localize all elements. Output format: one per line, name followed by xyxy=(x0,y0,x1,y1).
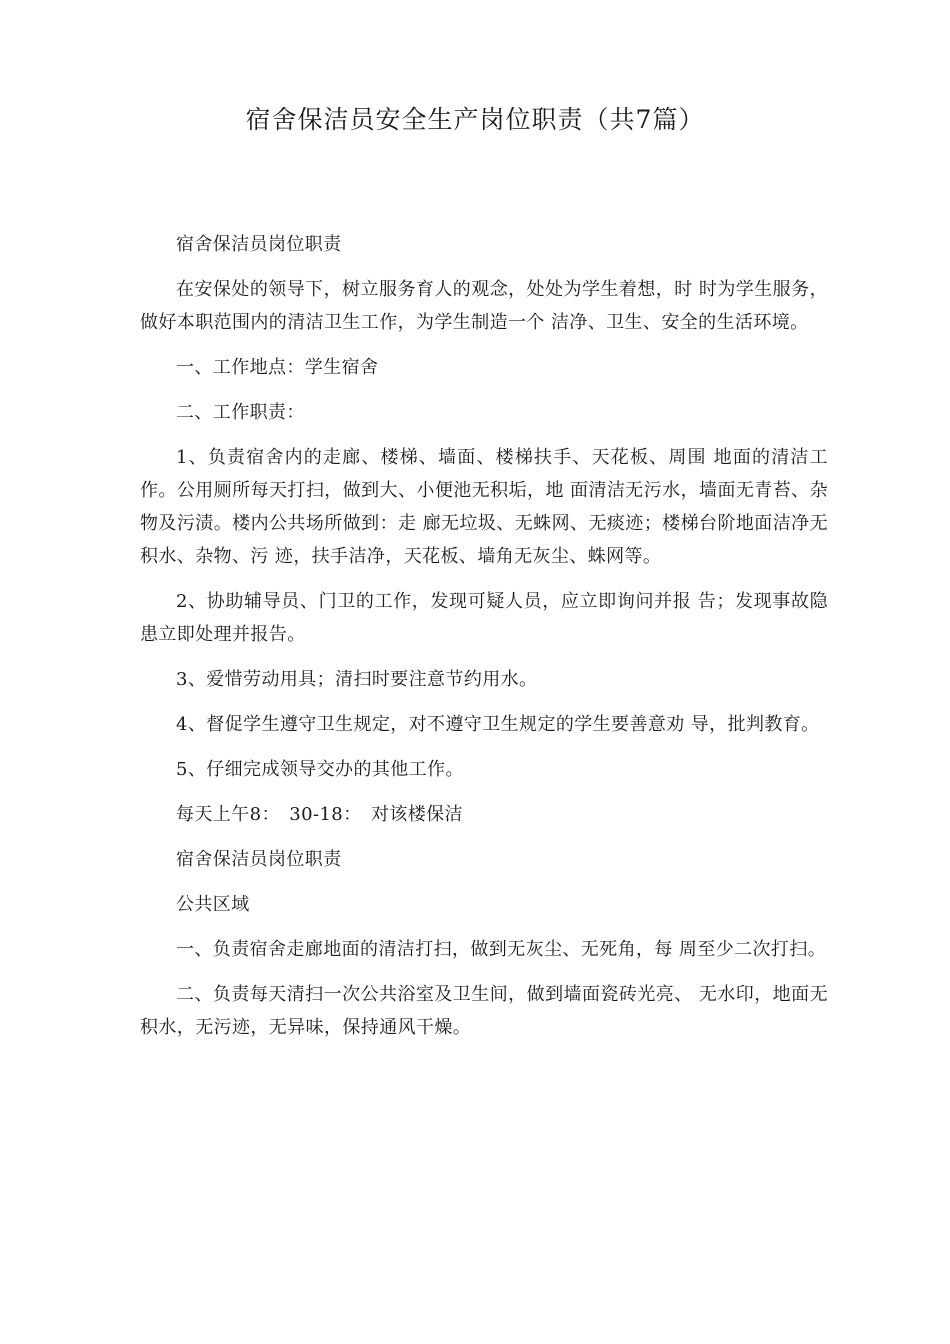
work-location: 一、工作地点：学生宿舍 xyxy=(176,357,379,378)
section-heading: 宿舍保洁员岗位职责 xyxy=(176,234,342,255)
section-heading-2: 宿舍保洁员岗位职责 xyxy=(176,849,342,870)
duty-item-5: 5、仔细完成领导交办的其他工作。 xyxy=(176,759,464,780)
duty-item-1: 1、负责宿舍内的走廊、楼梯、墙面、楼梯扶手、天花板、周围 地面的清洁工作。公用厕所每天打扫，做到大、小便池无积垢，地 面清洁无污水，墙面无青苔、杂物及污渍。楼内公共场所做到：走 廊无垃圾、无蛛网、无痰迹；楼梯台阶地面洁净无积水、杂物、污 迹，扶手洁净，天花板、墙角无灰尘、蛛网等。 xyxy=(140,447,828,567)
duty-item-4: 4、督促学生遵守卫生规定，对不遵守卫生规定的学生要善意劝 导，批判教育。 xyxy=(176,714,820,735)
duty-item-3: 3、爱惜劳动用具；清扫时要注意节约用水。 xyxy=(176,669,538,690)
public-area-item-1: 一、负责宿舍走廊地面的清洁打扫，做到无灰尘、无死角，每 周至少二次打扫。 xyxy=(176,939,827,960)
duties-heading: 二、工作职责： xyxy=(176,402,305,423)
intro-paragraph: 在安保处的领导下，树立服务育人的观念，处处为学生着想，时 时为学生服务，做好本职范围内的清洁卫生工作，为学生制造一个 洁净、卫生、安全的生活环境。 xyxy=(140,279,828,333)
duty-item-2: 2、协助辅导员、门卫的工作，发现可疑人员，应立即询问并报 告；发现事故隐患立即处理并报告。 xyxy=(140,591,828,645)
document-body xyxy=(140,228,828,1056)
public-area-item-2: 二、负责每天清扫一次公共浴室及卫生间，做到墙面瓷砖光亮、 无水印，地面无积水，无污迹，无异味，保持通风干燥。 xyxy=(140,984,828,1038)
document-title: 宿舍保洁员安全生产岗位职责（共7篇） xyxy=(245,105,705,134)
public-area-heading: 公共区域 xyxy=(176,894,250,915)
working-hours: 每天上午8： 30-18： 对该楼保洁 xyxy=(176,804,463,825)
